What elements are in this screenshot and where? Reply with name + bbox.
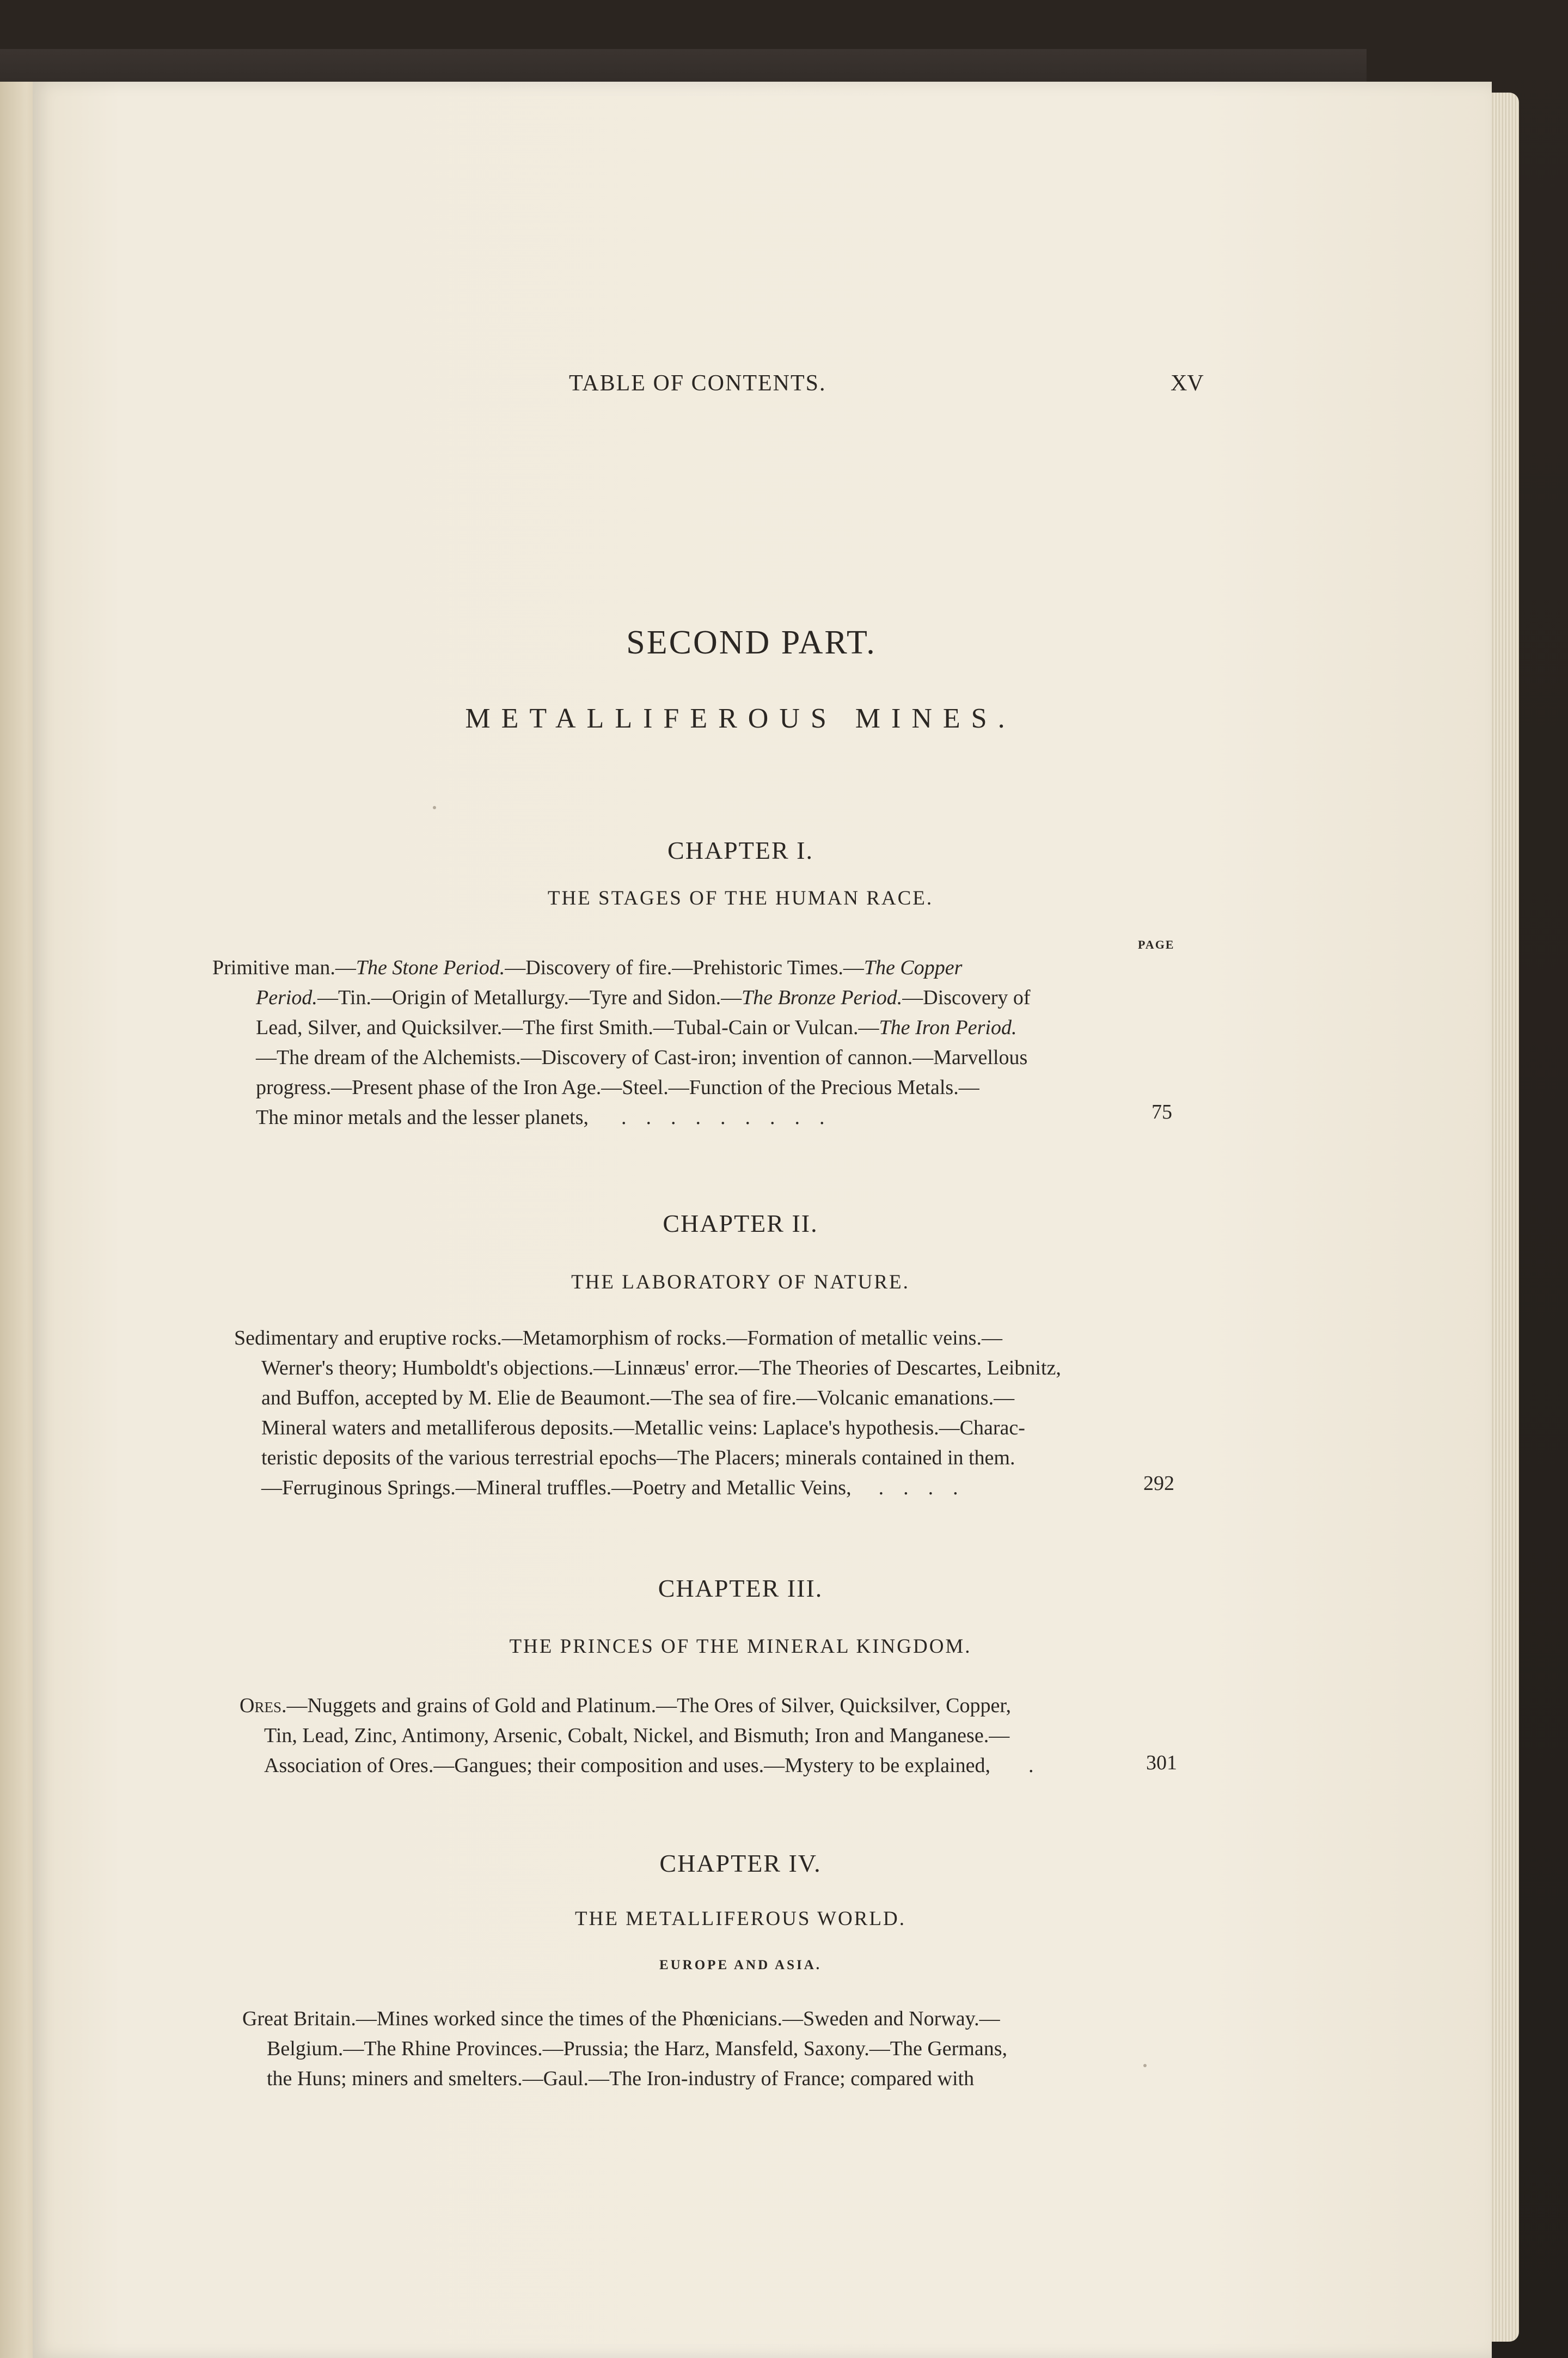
chapter-1-line-6: The minor metals and the lesser planets, ......... <box>256 1106 844 1129</box>
chapter-1-line-2: Period.—Tin.—Origin of Metallurgy.—Tyre and Sidon.—The Bronze Period.—Discovery of <box>256 986 1031 1009</box>
chapter-1-title: THE STAGES OF THE HUMAN RACE. <box>547 887 934 909</box>
chapter-2-line-3: and Buffon, accepted by M. Elie de Beaumont.—The sea of fire.—Volcanic emanations.— <box>261 1386 1015 1409</box>
chapter-2-line-1: Sedimentary and eruptive rocks.—Metamorphism of rocks.—Formation of metallic veins.— <box>234 1327 1002 1349</box>
chapter-1-line-5: progress.—Present phase of the Iron Age.—Steel.—Function of the Precious Metals.— <box>256 1076 979 1099</box>
chapter-2-line-4: Mineral waters and metalliferous deposits.—Metallic veins: Laplace's hypothesis.—Charac- <box>261 1416 1025 1439</box>
chapter-1-page: 75 <box>1152 1101 1172 1123</box>
chapter-2-line-5: teristic deposits of the various terrestrial epochs—The Placers; minerals contained in them. <box>261 1446 1015 1469</box>
chapter-4-line-1: Great Britain.—Mines worked since the times of the Phœnicians.—Sweden and Norway.— <box>242 2007 1000 2030</box>
chapter-1-heading: CHAPTER I. <box>667 836 813 864</box>
chapter-3-line-1: Ores.—Nuggets and grains of Gold and Platinum.—The Ores of Silver, Quicksilver, Copper, <box>240 1694 1011 1717</box>
chapter-3-page: 301 <box>1146 1751 1177 1774</box>
part-title: SECOND PART. <box>626 624 877 661</box>
page-column-label: PAGE <box>1138 938 1175 951</box>
folio-number: XV <box>1171 371 1204 396</box>
chapter-3-line-3: Association of Ores.—Gangues; their composition and uses.—Mystery to be explained, . <box>264 1754 1054 1777</box>
chapter-4-section: EUROPE AND ASIA. <box>659 1958 822 1972</box>
part-subtitle: METALLIFEROUS MINES. <box>465 703 1016 734</box>
running-title: TABLE OF CONTENTS. <box>569 371 826 396</box>
chapter-3-title: THE PRINCES OF THE MINERAL KINGDOM. <box>509 1635 972 1658</box>
chapter-3-line-2: Tin, Lead, Zinc, Antimony, Arsenic, Cobalt, Nickel, and Bismuth; Iron and Manganese.— <box>264 1724 1010 1747</box>
chapter-1-line-4: —The dream of the Alchemists.—Discovery of Cast-iron; invention of cannon.—Marvellous <box>256 1046 1028 1069</box>
chapter-4-line-3: the Huns; miners and smelters.—Gaul.—The Iron-industry of France; compared with <box>267 2067 975 2090</box>
chapter-2-page: 292 <box>1143 1472 1174 1495</box>
chapter-3-heading: CHAPTER III. <box>658 1574 823 1602</box>
book-page <box>33 82 1492 2358</box>
paper-speck <box>1143 2064 1147 2067</box>
chapter-2-line-2: Werner's theory; Humboldt's objections.—Linnæus' error.—The Theories of Descartes, Leibnitz, <box>261 1357 1061 1379</box>
chapter-2-title: THE LABORATORY OF NATURE. <box>571 1271 910 1293</box>
chapter-1-line-3: Lead, Silver, and Quicksilver.—The first Smith.—Tubal-Cain or Vulcan.—The Iron Period. <box>256 1016 1017 1039</box>
chapter-2-line-6: —Ferruginous Springs.—Mineral truffles.—Poetry and Metallic Veins, .... <box>261 1476 978 1499</box>
chapter-4-title: THE METALLIFEROUS WORLD. <box>575 1908 906 1930</box>
paper-speck <box>433 806 436 809</box>
chapter-4-line-2: Belgium.—The Rhine Provinces.—Prussia; the Harz, Mansfeld, Saxony.—The Germans, <box>267 2037 1008 2060</box>
chapter-2-heading: CHAPTER II. <box>663 1209 818 1237</box>
chapter-4-heading: CHAPTER IV. <box>659 1849 822 1877</box>
chapter-1-line-1: Primitive man.—The Stone Period.—Discovery of fire.—Prehistoric Times.—The Copper <box>212 956 963 979</box>
